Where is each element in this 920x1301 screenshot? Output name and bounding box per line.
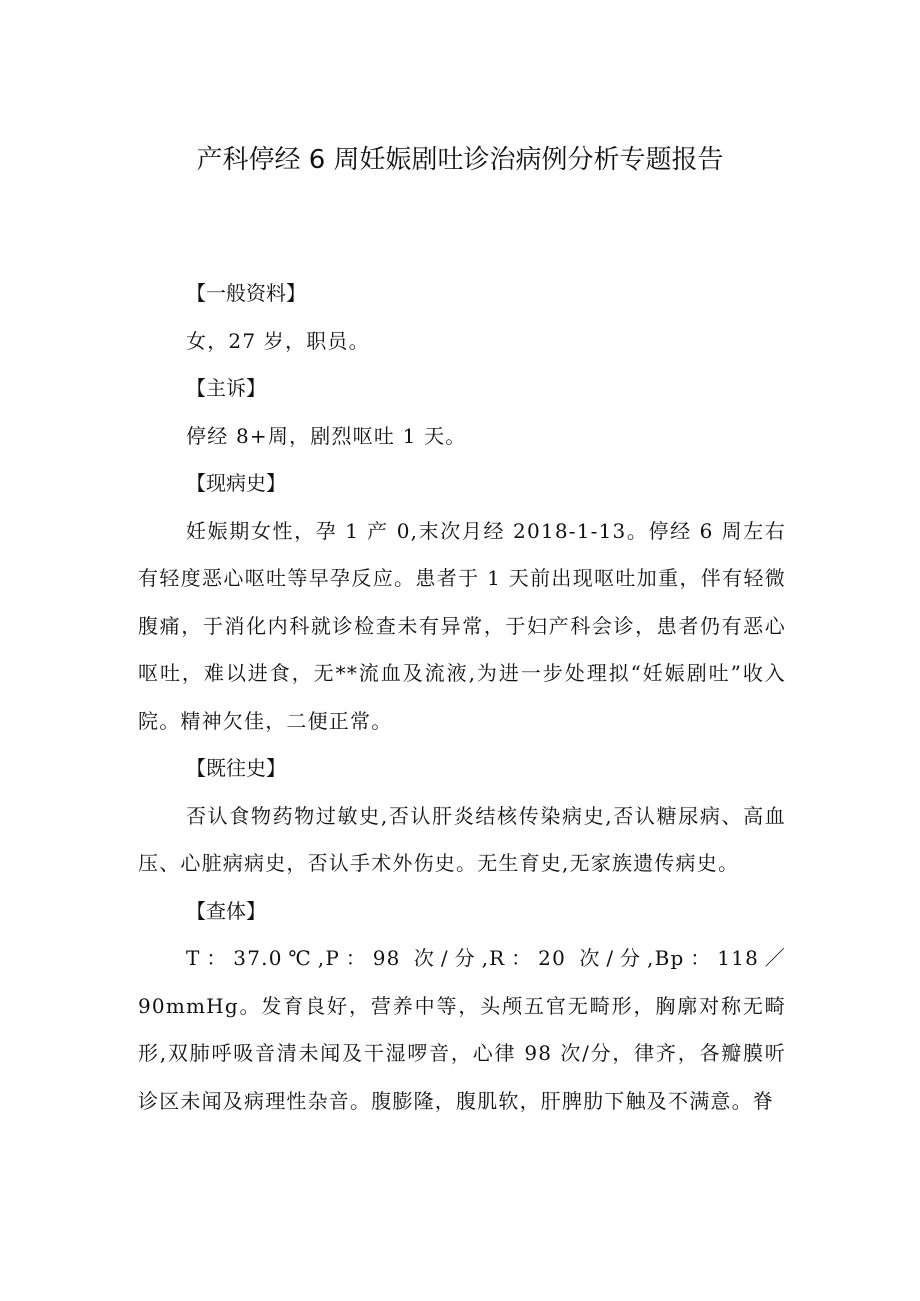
section-past-history: [138, 745, 786, 888]
section-heading: 【现病史】: [186, 471, 286, 495]
section-text: 否认食物药物过敏史,否认肝炎结核传染病史,否认糖尿病、高血压、心脏病病史，否认手术外伤史。无生育史,无家族遗传病史。: [138, 803, 786, 875]
document-title: 产科停经 6 周妊娠剧吐诊治病例分析专题报告: [196, 145, 724, 175]
section-present-illness: [138, 460, 786, 745]
section-heading: 【查体】: [186, 898, 266, 923]
section-text: 女，27 岁，职员。: [186, 328, 370, 353]
section-heading: 【主诉】: [186, 376, 266, 400]
section-heading: 【既往史】: [186, 756, 286, 780]
section-exam: [138, 888, 786, 1126]
section-general: [138, 270, 786, 365]
document-body: [138, 270, 786, 1125]
section-text: T：37.0℃,P：98 次/分,R：20 次/分,Bp：118／90mmHg。发育良好，营养中等，头颅五官无畸形，胸廓对称无畸形,双肺呼吸音清未闻及干湿啰音，心律 98 次/分，律齐，各瓣膜听诊区未闻及病理性杂音。腹膨隆，腹肌软，肝脾肋下触及不满意。脊: [138, 946, 786, 1113]
section-heading: 【一般资料】: [186, 281, 306, 305]
section-complaint: [138, 365, 786, 460]
section-text: 妊娠期女性，孕 1 产 0,末次月经 2018-1-13。停经 6 周左右有轻度恶心呕吐等早孕反应。患者于 1 天前出现呕吐加重，伴有轻微腹痛，于消化内科就诊检查未有异常，于妇产科会诊，患者仍有恶心呕吐，难以进食，无**流血及流液,为进一步处理拟“妊娠剧吐”收入院。精神欠佳，二便正常。: [138, 518, 786, 733]
section-text: 停经 8+周，剧烈呕吐 1 天。: [186, 423, 467, 448]
